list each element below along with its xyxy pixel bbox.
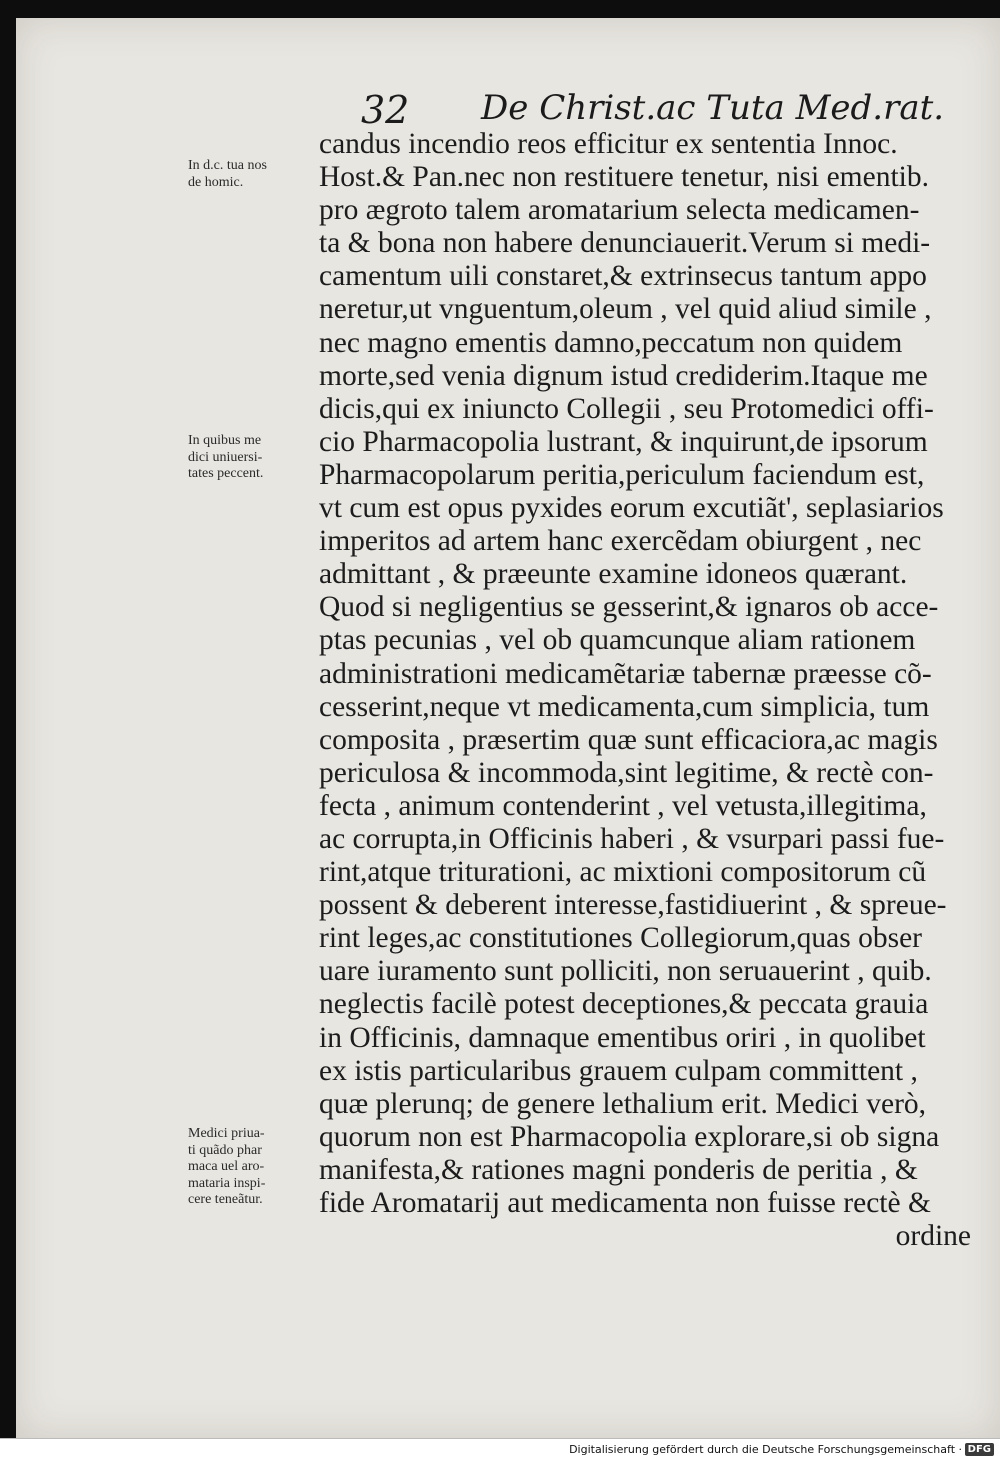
text-line: uare iuramento sunt polliciti, non seruauerint , quib.: [319, 955, 932, 988]
text-line: quæ plerunq; de genere lethalium erit. Medici verò,: [319, 1087, 927, 1120]
margin-note-line: de homic.: [188, 174, 244, 190]
text-line: composita , præsertim quæ sunt efficaciora,ac magis: [319, 723, 938, 756]
text-line: ex istis particularibus grauem culpam committent ,: [319, 1054, 918, 1087]
text-line: Host.& Pan.nec non restituere tenetur, nisi ementib.: [319, 161, 929, 194]
text-line: nec magno ementis damno,peccatum non quidem: [319, 326, 903, 359]
margin-note-line: tates peccent.: [188, 466, 264, 481]
dfg-logo-icon: DFG: [965, 1443, 994, 1456]
text-line: cesserint,neque vt medicamenta,cum simplicia, tum: [319, 690, 930, 723]
text-line: imperitos ad artem hanc exercẽdam obiurgent , nec: [319, 525, 922, 558]
running-head: De Christ.ac Tuta Med.rat.: [481, 88, 945, 128]
margin-note-line: dici uniuersi-: [188, 449, 263, 465]
text-line: rint leges,ac constitutiones Collegiorum,quas obser: [319, 922, 922, 955]
text-line: administrationi medicamẽtariæ tabernæ præesse cõ-: [319, 657, 932, 690]
catchword: ordine: [895, 1220, 971, 1253]
text-line: Pharmacopolarum peritia,periculum faciendum est,: [319, 458, 925, 491]
body-text: [319, 128, 999, 1253]
text-line: dicis,qui ex iniuncto Collegii , seu Protomedici offi-: [319, 392, 934, 425]
text-line: in Officinis, damnaque ementibus oriri , in quolibet: [319, 1021, 926, 1054]
text-line: admittant , & præeunte examine idoneos quærant.: [319, 558, 908, 591]
text-line: neretur,ut vnguentum,oleum , vel quid aliud simile ,: [319, 293, 932, 326]
text-line: candus incendio reos efficitur ex sententia Innoc.: [319, 128, 898, 160]
margin-note: [188, 433, 318, 483]
text-line: pro ægroto talem aromatarium selecta medicamen-: [319, 194, 920, 227]
margin-note: [188, 1126, 318, 1209]
text-line: camentum uili constaret,& extrinsecus tantum appo: [319, 260, 927, 293]
margin-note-line: In d.c. tua nos: [188, 158, 267, 173]
text-line: morte,sed venia dignum istud crediderim.Itaque me: [319, 359, 928, 392]
text-line: Quod si negligentius se gesserint,& ignaros ob acce-: [319, 591, 939, 624]
text-line: cio Pharmacopolia lustrant, & inquirunt,de ipsorum: [319, 425, 928, 458]
text-line: vt cum est opus pyxides eorum excutiãt', seplasiarios: [319, 492, 944, 525]
margin-note-line: ti quãdo phar: [188, 1142, 262, 1158]
text-line: periculosa & incommoda,sint legitime, & rectè con-: [319, 756, 934, 789]
text-line: possent & deberent interesse,fastidiuerint , & spreue-: [319, 889, 947, 922]
text-line: fide Aromatarij aut medicamenta non fuisse rectè &: [319, 1187, 931, 1219]
footer-credit: Digitalisierung gefördert durch die Deutsche Forschungsgemeinschaft ·: [569, 1443, 962, 1456]
text-line: ptas pecunias , vel ob quamcunque aliam rationem: [319, 624, 916, 657]
text-line: quorum non est Pharmacopolia explorare,si ob signa: [319, 1120, 940, 1153]
margin-note-line: In quibus me: [188, 433, 262, 448]
book-page: [16, 18, 1000, 1438]
footer-bar: [0, 1438, 1000, 1463]
margin-note-line: maca uel aro-: [188, 1159, 265, 1174]
text-line: neglectis facilè potest deceptiones,& peccata grauia: [319, 988, 929, 1021]
margin-note: [188, 158, 318, 191]
margin-note-line: mataria inspi-: [188, 1175, 266, 1191]
margin-note-line: Medici priua-: [188, 1126, 265, 1141]
page-number: 32: [361, 88, 410, 132]
margin-note-line: cere teneãtur.: [188, 1192, 263, 1207]
text-line: fecta , animum contenderint , vel vetusta,illegitima,: [319, 789, 927, 822]
text-line: rint,atque triturationi, ac mixtioni compositorum cũ: [319, 856, 927, 889]
text-line: ac corrupta,in Officinis haberi , & vsurpari passi fue-: [319, 822, 945, 855]
text-line: ta & bona non habere denunciauerit.Verum si medi-: [319, 227, 931, 260]
text-line: manifesta,& rationes magni ponderis de peritia , &: [319, 1153, 918, 1186]
